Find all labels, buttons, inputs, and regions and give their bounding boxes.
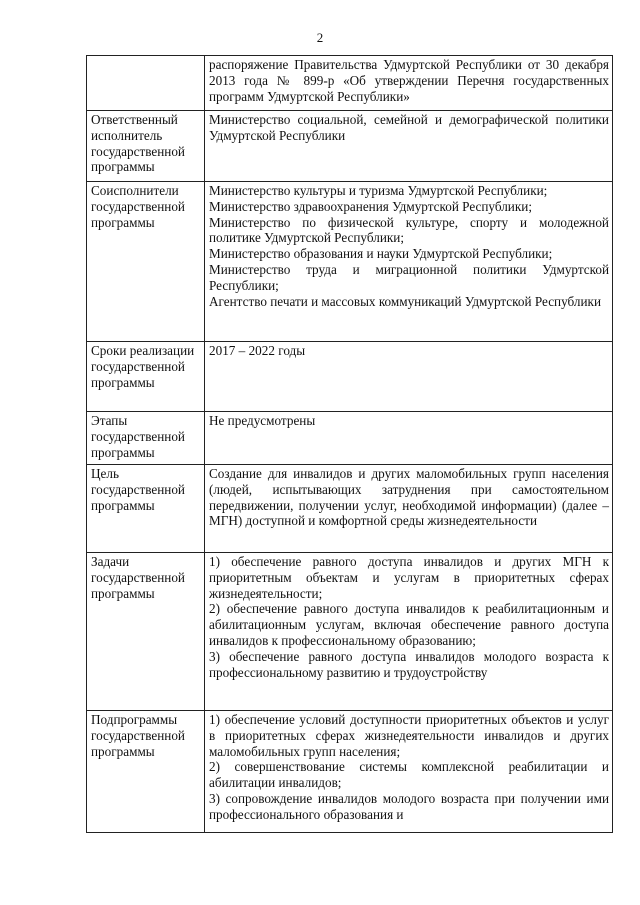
row-label: Соисполнители государственной программы: [87, 182, 205, 342]
row-legal-basis-continuation: [87, 56, 613, 111]
row-value: [205, 553, 613, 711]
value-line: 1) обеспечение равного доступа инвалидов и других МГН к приоритетным объектам и услугам в приоритетных сферах жизнедеятельности;: [209, 554, 609, 601]
value-line: Создание для инвалидов и других маломобильных групп населения (людей, испытывающих затруднения при самостоятельном передвижении, получении услуг, необходимой информации) (далее – МГН) доступной и комфортной среды жизнедеятельности: [209, 466, 609, 529]
row-value: [205, 111, 613, 182]
row-label: Подпрограммы государственной программы: [87, 711, 205, 833]
value-line: Агентство печати и массовых коммуникаций Удмуртской Республики: [209, 293, 602, 309]
value-line: 2) обеспечение равного доступа инвалидов к реабилитационным и абилитационным услугам, включая обеспечение равного доступа инвалидов к профессиональному образованию;: [209, 601, 609, 648]
row-label: Задачи государственной программы: [87, 553, 205, 711]
value-line: 3) сопровождение инвалидов молодого возраста при получении ими профессионального образования и: [209, 790, 609, 822]
row-value: [205, 465, 613, 553]
row-timeframe: [87, 342, 613, 412]
row-value: [205, 56, 613, 111]
row-value: [205, 711, 613, 833]
row-co-executors: [87, 182, 613, 342]
value-line: Министерство здравоохранения Удмуртской Республики;: [209, 198, 532, 214]
row-value: [205, 342, 613, 412]
value-line: Министерство образования и науки Удмуртской Республики;: [209, 246, 553, 262]
value-line: 3) обеспечение равного доступа инвалидов молодого возраста к профессиональному развитию и трудоустройству: [209, 648, 609, 680]
row-tasks: [87, 553, 613, 711]
row-value: [205, 182, 613, 342]
row-stages: [87, 412, 613, 465]
program-passport-table: [86, 55, 613, 833]
value-line: Министерство социальной, семейной и демографической политики Удмуртской Республики: [209, 112, 609, 143]
value-line: 2017 – 2022 годы: [209, 343, 306, 358]
row-label: [87, 56, 205, 111]
row-label: Этапы государственной программы: [87, 412, 205, 465]
row-goal: [87, 465, 613, 553]
row-value: [205, 412, 613, 465]
row-subprograms: [87, 711, 613, 833]
row-label: Ответственный исполнитель государственной программы: [87, 111, 205, 182]
value-line: 1) обеспечение условий доступности приоритетных объектов и услуг в приоритетных сферах жизнедеятельности инвалидов и других маломобильных групп населения;: [209, 712, 609, 759]
row-label: Сроки реализации государственной программы: [87, 342, 205, 412]
value-line: Министерство по физической культуре, спорту и молодежной политике Удмуртской Республики;: [209, 214, 609, 246]
page-number: 2: [316, 30, 324, 45]
value-line: Министерство культуры и туризма Удмуртской Республики;: [209, 183, 548, 198]
value-line: Не предусмотрены: [209, 413, 316, 428]
value-line: 2) совершенствование системы комплексной реабилитации и абилитации инвалидов;: [209, 759, 609, 791]
row-responsible-executor: [87, 111, 613, 182]
row-label: Цель государственной программы: [87, 465, 205, 553]
value-line: распоряжение Правительства Удмуртской Республики от 30 декабря 2013 года № 899-р «Об утверждении Перечня государственных программ Удмуртской Республики»: [209, 57, 609, 104]
value-line: Министерство труда и миграционной политики Удмуртской Республики;: [209, 261, 609, 293]
